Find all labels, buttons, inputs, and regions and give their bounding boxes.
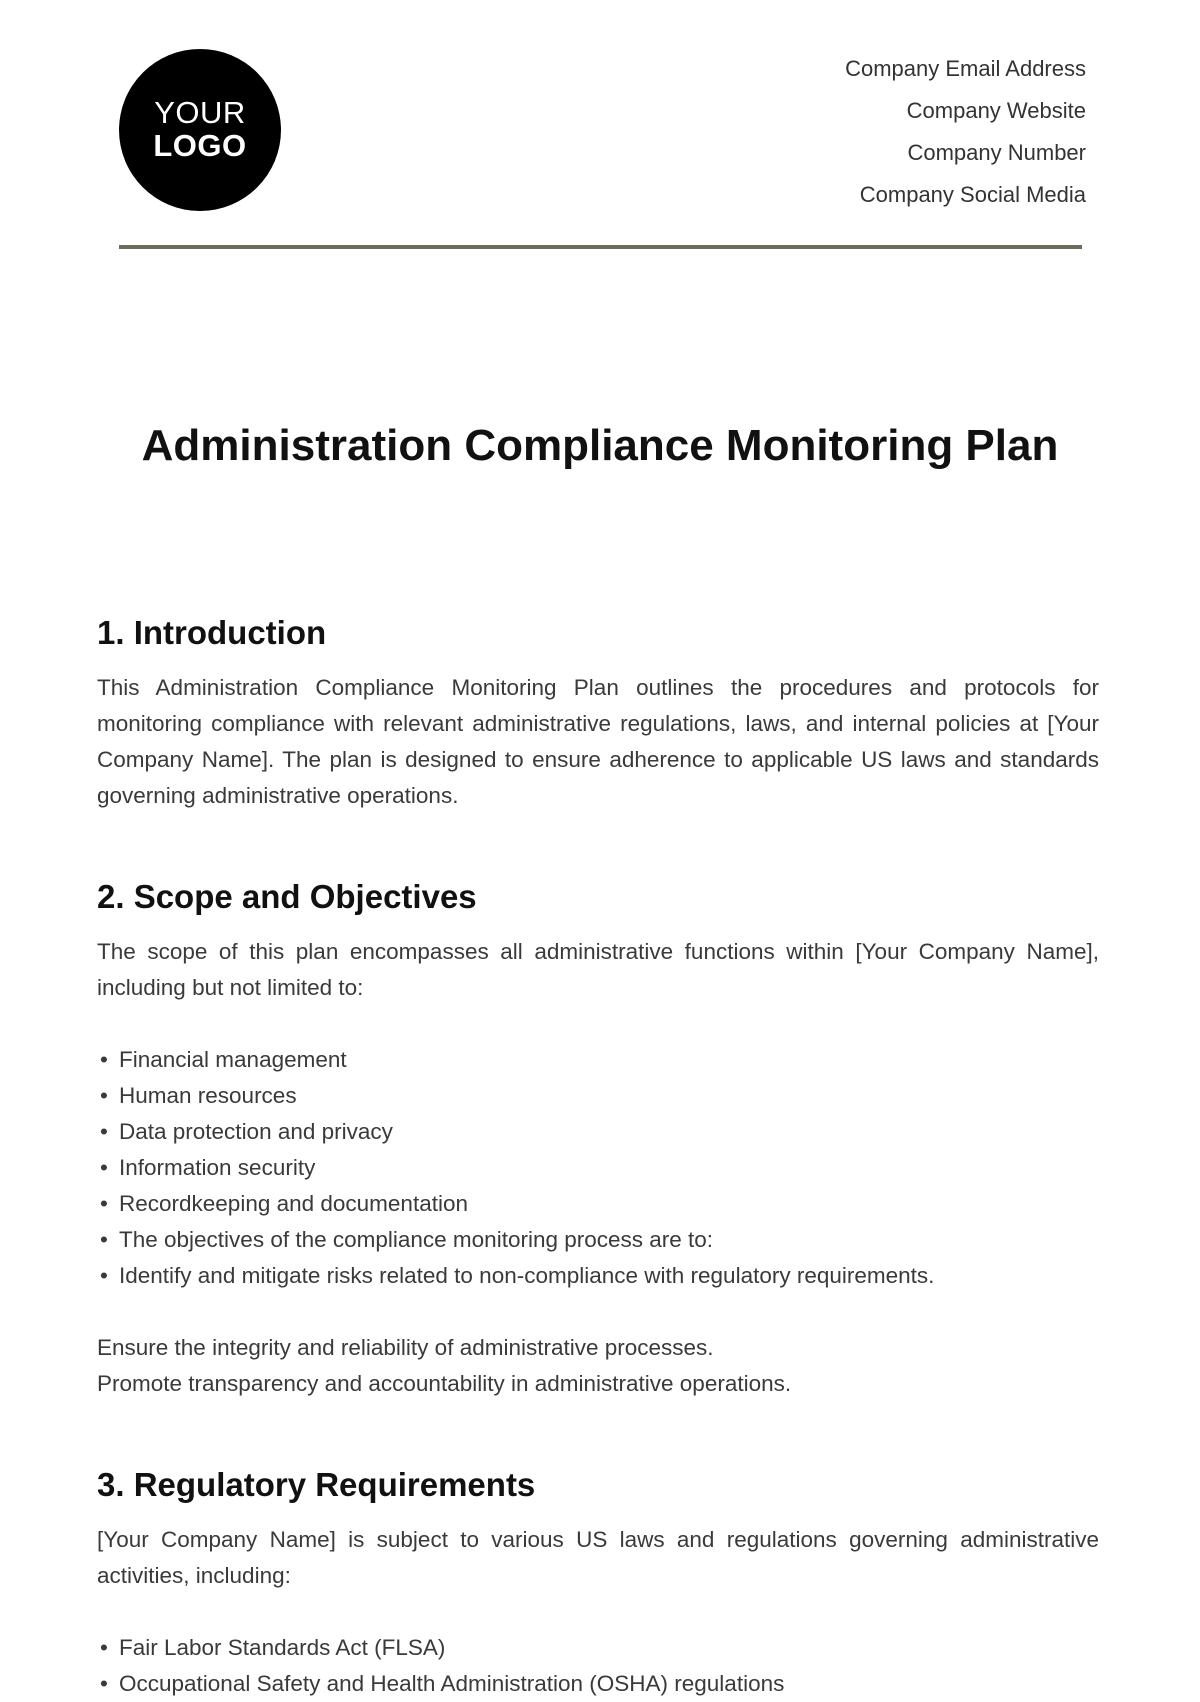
section-paragraph: This Administration Compliance Monitoring Plan outlines the procedures and protocols for monitoring compliance with relevant administrative regulations, laws, and internal policies at [Your Company Name]. The plan is designed to ensure adherence to applicable US laws and standards governing administrative operations. [97, 675, 1099, 808]
section-heading: 3. Regulatory Requirements [97, 1466, 536, 1503]
regulation-bullet-list [97, 1630, 1099, 1702]
header-divider [119, 245, 1082, 249]
objective-line: Promote transparency and accountability in administrative operations. [97, 1371, 792, 1396]
section-scope-and-objectives [97, 872, 1099, 1402]
scope-bullet-list [97, 1042, 1099, 1294]
list-item: • The objectives of the compliance monitoring process are to: [97, 1222, 1099, 1258]
section-paragraph: The scope of this plan encompasses all administrative functions within [Your Company Name], including but not limited to: [97, 939, 1099, 1000]
logo-line-2: LOGO [153, 128, 247, 163]
company-social-media: Company Social Media [859, 182, 1086, 207]
objective-line: Ensure the integrity and reliability of administrative processes. [97, 1335, 714, 1360]
list-item: • Information security [97, 1150, 1099, 1186]
company-email: Company Email Address [845, 56, 1086, 81]
section-paragraph: [Your Company Name] is subject to various US laws and regulations governing administrative activities, including: [97, 1527, 1099, 1588]
list-item: • Occupational Safety and Health Administration (OSHA) regulations [97, 1666, 1099, 1702]
company-number: Company Number [907, 140, 1086, 165]
list-item: • Financial management [97, 1042, 1099, 1078]
document-body [97, 608, 1099, 1702]
list-item: • Recordkeeping and documentation [97, 1186, 1099, 1222]
section-heading: 2. Scope and Objectives [97, 878, 477, 915]
list-item: • Fair Labor Standards Act (FLSA) [97, 1630, 1099, 1666]
section-introduction [97, 608, 1099, 814]
list-item: • Human resources [97, 1078, 1099, 1114]
company-contact-block [845, 54, 1086, 222]
company-website: Company Website [906, 98, 1086, 123]
section-heading: 1. Introduction [97, 614, 327, 651]
objective-lines [97, 1330, 1099, 1402]
section-regulatory-requirements [97, 1460, 1099, 1702]
list-item: • Identify and mitigate risks related to non-compliance with regulatory requirements. [97, 1258, 1099, 1294]
company-logo [119, 49, 281, 211]
logo-line-1: YOUR [154, 95, 246, 131]
list-item: • Data protection and privacy [97, 1114, 1099, 1150]
document-title: Administration Compliance Monitoring Plan [141, 421, 1059, 470]
